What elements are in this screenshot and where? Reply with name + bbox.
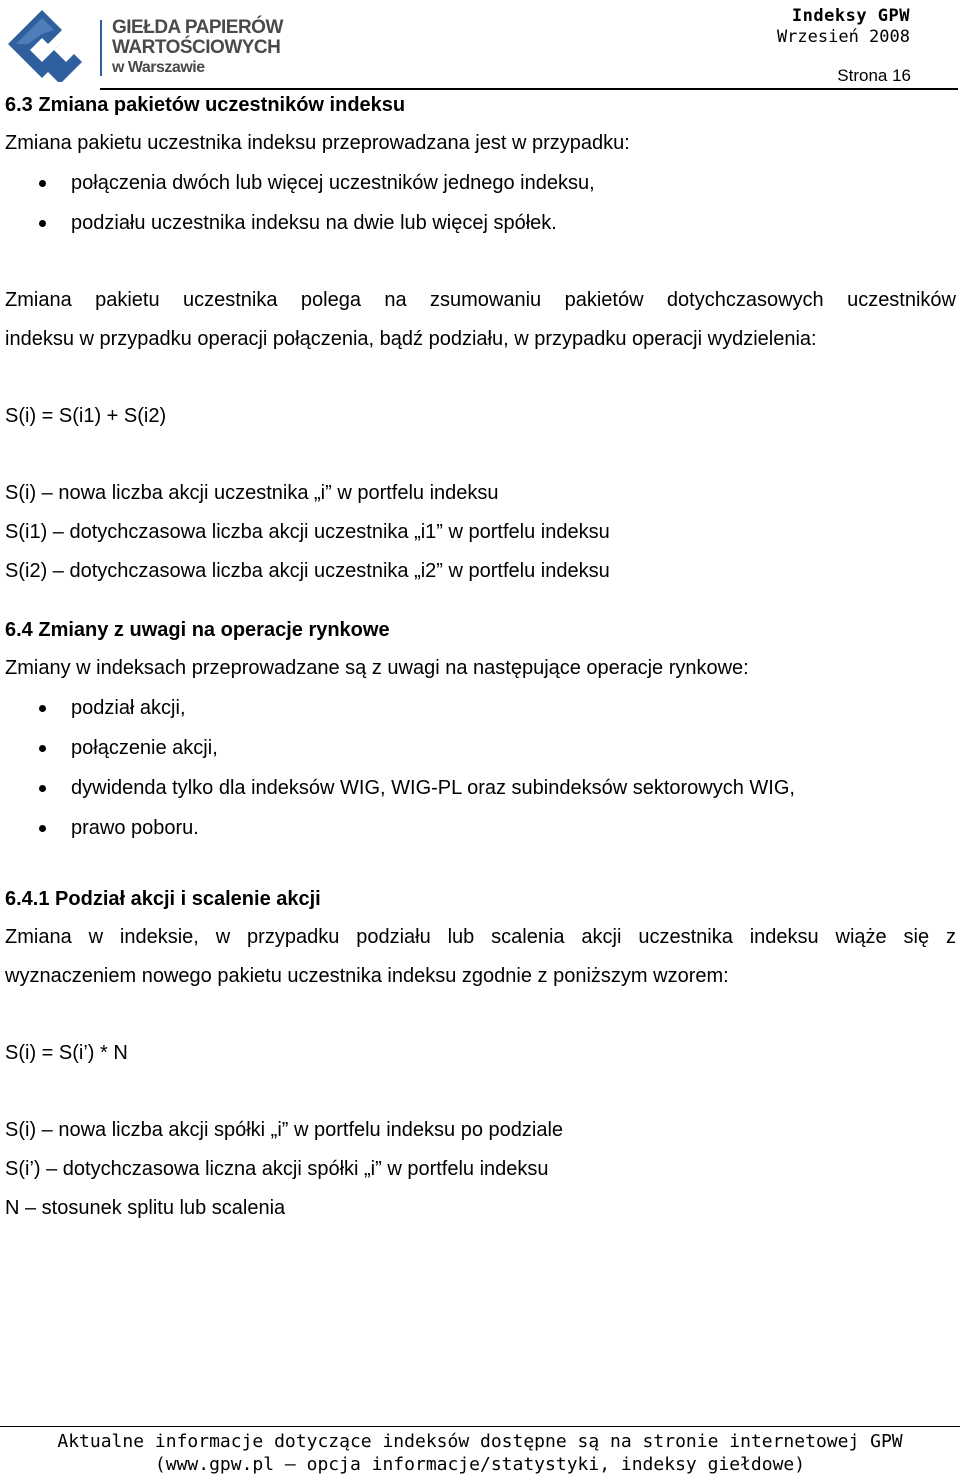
page-number: Strona 16 (837, 66, 911, 85)
section-6-4-title: 6.4 Zmiany z uwagi na operacje rynkowe (5, 619, 390, 641)
section-6-4-intro: Zmiany w indeksach przeprowadzane są z uwagi na następujące operacje rynkowe: (5, 657, 749, 679)
section-6-3-intro: Zmiana pakietu uczestnika indeksu przeprowadzana jest w przypadku: (5, 132, 630, 154)
spacer (5, 436, 956, 474)
list-item: dywidenda tylko dla indeksów WIG, WIG-PL oraz subindeksów sektorowych WIG, (5, 768, 956, 808)
page-content (5, 92, 956, 1228)
section-6-3-title: 6.3 Zmiana pakietów uczestników indeksu (5, 94, 406, 116)
footer-divider (0, 1426, 960, 1427)
section-6-3-paragraph-line-2: indeksu w przypadku operacji połączenia, bądź podziału, w przypadku operacji wydzielenia: (5, 328, 817, 350)
list-item: podziału uczestnika indeksu na dwie lub więcej spółek. (5, 203, 956, 243)
definition-line: S(i’) – dotychczasowa liczna akcji spółki „i” w portfelu indeksu (5, 1158, 549, 1180)
logo-wordmark (112, 18, 283, 78)
page-footer (0, 1430, 960, 1476)
logo-line-3: w Warszawie (112, 59, 205, 76)
definition-line: S(i) – nowa liczba akcji uczestnika „i” w portfelu indeksu (5, 482, 499, 504)
definition-line: S(i1) – dotychczasowa liczba akcji uczestnika „i1” w portfelu indeksu (5, 521, 610, 543)
list-item: prawo poboru. (5, 808, 956, 848)
doc-date: Wrzesień 2008 (776, 27, 910, 47)
definition-line: S(i2) – dotychczasowa liczba akcji uczestnika „i2” w portfelu indeksu (5, 560, 610, 582)
spacer (5, 243, 956, 281)
definition-line: N – stosunek splitu lub scalenia (5, 1197, 286, 1219)
section-6-3-paragraph-line-1: Zmiana pakietu uczestnika polega na zsumowaniu pakietów dotychczasowych uczestników (5, 289, 956, 311)
list-item: podział akcji, (5, 688, 956, 728)
spacer (5, 359, 956, 397)
section-6-4-1-paragraph-line-1: Zmiana w indeksie, w przypadku podziału lub scalenia akcji uczestnika indeksu wiąże się z (5, 926, 956, 948)
footer-line-1: Aktualne informacje dotyczące indeksów dostępne są na stronie internetowej GPW (57, 1431, 903, 1452)
spacer (5, 848, 956, 886)
spacer (5, 1073, 956, 1111)
formula-sum: S(i) = S(i1) + S(i2) (5, 405, 167, 427)
logo-line-1: GIEŁDA PAPIERÓW (112, 17, 283, 38)
logo-line-2: WARTOŚCIOWYCH (112, 37, 281, 58)
spacer (5, 996, 956, 1034)
section-6-3-bullets (5, 163, 956, 243)
definition-line: S(i) – nowa liczba akcji spółki „i” w portfelu indeksu po podziale (5, 1119, 564, 1141)
header-meta (777, 6, 910, 48)
list-item: połączenie akcji, (5, 728, 956, 768)
list-item: połączenia dwóch lub więcej uczestników jednego indeksu, (5, 163, 956, 203)
formula-split: S(i) = S(i’) * N (5, 1042, 128, 1064)
section-6-4-bullets (5, 688, 956, 848)
page-header (0, 0, 960, 92)
footer-line-2: (www.gpw.pl – opcja informacje/statystyki, indeksy giełdowe) (154, 1454, 806, 1475)
spacer (5, 591, 956, 617)
section-6-4-1-paragraph-line-2: wyznaczeniem nowego pakietu uczestnika indeksu zgodnie z poniższym wzorem: (5, 965, 729, 987)
header-divider (100, 88, 958, 90)
section-6-4-1-title: 6.4.1 Podział akcji i scalenie akcji (5, 888, 321, 910)
doc-title: Indeksy GPW (791, 6, 910, 26)
